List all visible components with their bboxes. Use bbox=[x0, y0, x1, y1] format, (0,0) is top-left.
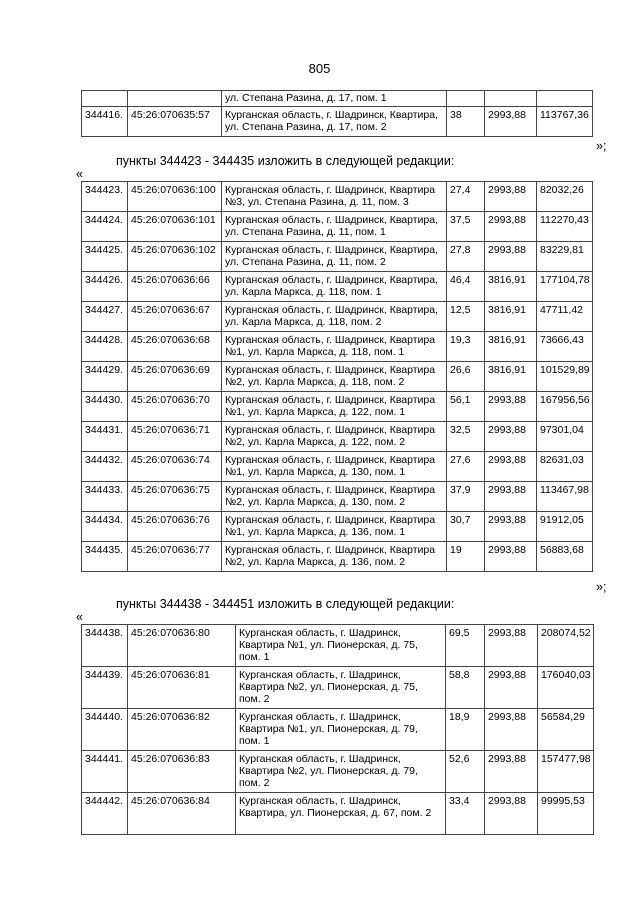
cell-cadastral: 45:26:070636:101 bbox=[128, 212, 222, 242]
cell-price: 2993,88 bbox=[485, 482, 537, 512]
cell-address: Курганская область, г. Шадринск, Квартира №1, ул. Карла Маркса, д. 118, пом. 1 bbox=[222, 332, 447, 362]
cell-cadastral: 45:26:070636:70 bbox=[128, 392, 222, 422]
table-row bbox=[82, 625, 594, 667]
cell-price: 3816,91 bbox=[485, 362, 537, 392]
cell-address: Курганская область, г. Шадринск, Квартира №2, ул. Карла Маркса, д. 136, пом. 2 bbox=[222, 542, 447, 572]
cell-total: 73666,43 bbox=[537, 332, 593, 362]
cell-cadastral: 45:26:070635:57 bbox=[128, 107, 222, 137]
cell-cadastral: 45:26:070636:76 bbox=[128, 512, 222, 542]
cell-cadastral: 45:26:070636:71 bbox=[128, 422, 222, 452]
cell-area: 37,9 bbox=[447, 482, 485, 512]
table-row bbox=[82, 362, 593, 392]
table-row bbox=[82, 302, 593, 332]
cell-num: 344433. bbox=[82, 482, 128, 512]
cell-area: 58,8 bbox=[446, 667, 485, 709]
cell-area: 27,8 bbox=[447, 242, 485, 272]
table-row bbox=[82, 212, 593, 242]
cell-address: Курганская область, г. Шадринск, Квартира №2, ул. Карла Маркса, д. 118, пом. 2 bbox=[222, 362, 447, 392]
cell-price: 2993,88 bbox=[485, 512, 537, 542]
table-row bbox=[82, 452, 593, 482]
table-row bbox=[82, 542, 593, 572]
cell-total: 157477,98 bbox=[538, 751, 594, 793]
cell-price: 2993,88 bbox=[485, 212, 537, 242]
amendment-paragraph: пункты 344423 - 344435 изложить в следующей редакции: bbox=[116, 154, 455, 168]
cell-price: 2993,88 bbox=[485, 542, 537, 572]
cell-total: 177104,78 bbox=[537, 272, 593, 302]
closing-quote: »; bbox=[596, 139, 607, 153]
cell-total: 83229,81 bbox=[537, 242, 593, 272]
cell-total: 91912,05 bbox=[537, 512, 593, 542]
cell-address: Курганская область, г. Шадринск, Квартира №2, ул. Пионерская, д. 79, пом. 2 bbox=[236, 751, 446, 793]
cell-cadastral: 45:26:070636:84 bbox=[128, 793, 236, 835]
cell-num: 344434. bbox=[82, 512, 128, 542]
cell-total: 113767,36 bbox=[537, 107, 593, 137]
cell-cadastral: 45:26:070636:68 bbox=[128, 332, 222, 362]
cell-num: 344424. bbox=[82, 212, 128, 242]
cell-address: Курганская область, г. Шадринск, Квартира №1, ул. Карла Маркса, д. 122, пом. 1 bbox=[222, 392, 447, 422]
table-top bbox=[81, 90, 593, 137]
cell-cadastral: 45:26:070636:77 bbox=[128, 542, 222, 572]
cell-num: 344426. bbox=[82, 272, 128, 302]
cell-num: 344440. bbox=[82, 709, 128, 751]
cell-num: 344432. bbox=[82, 452, 128, 482]
cell-price: 2993,88 bbox=[485, 392, 537, 422]
table-row bbox=[82, 182, 593, 212]
table-row bbox=[82, 482, 593, 512]
table-row bbox=[82, 272, 593, 302]
cell-area: 27,4 bbox=[447, 182, 485, 212]
table-row bbox=[82, 242, 593, 272]
cell-num: 344431. bbox=[82, 422, 128, 452]
cell-price: 2993,88 bbox=[485, 625, 538, 667]
cell-price: 3816,91 bbox=[485, 272, 537, 302]
table-row bbox=[82, 667, 594, 709]
cell-address: Курганская область, г. Шадринск, Квартира, ул. Пионерская, д. 67, пом. 2 bbox=[236, 793, 446, 835]
cell-cadastral: 45:26:070636:67 bbox=[128, 302, 222, 332]
cell-price: 2993,88 bbox=[485, 452, 537, 482]
cell-cadastral bbox=[128, 91, 222, 107]
cell-price bbox=[485, 91, 537, 107]
table-middle bbox=[81, 181, 593, 572]
cell-cadastral: 45:26:070636:69 bbox=[128, 362, 222, 392]
table-row bbox=[82, 422, 593, 452]
cell-num: 344428. bbox=[82, 332, 128, 362]
cell-price: 3816,91 bbox=[485, 332, 537, 362]
cell-num: 344425. bbox=[82, 242, 128, 272]
cell-total: 47711,42 bbox=[537, 302, 593, 332]
cell-area: 18,9 bbox=[446, 709, 485, 751]
cell-area bbox=[447, 91, 485, 107]
cell-address: Курганская область, г. Шадринск, Квартира, ул. Степана Разина, д. 11, пом. 2 bbox=[222, 242, 447, 272]
cell-area: 27,6 bbox=[447, 452, 485, 482]
cell-price: 2993,88 bbox=[485, 793, 538, 835]
cell-cadastral: 45:26:070636:81 bbox=[128, 667, 236, 709]
cell-address: ул. Степана Разина, д. 17, пом. 1 bbox=[222, 91, 447, 107]
cell-total: 208074,52 bbox=[538, 625, 594, 667]
cell-price: 2993,88 bbox=[485, 709, 538, 751]
cell-cadastral: 45:26:070636:83 bbox=[128, 751, 236, 793]
cell-total: 82032,26 bbox=[537, 182, 593, 212]
cell-price: 2993,88 bbox=[485, 422, 537, 452]
cell-address: Курганская область, г. Шадринск, Квартира, ул. Карла Маркса, д. 118, пом. 1 bbox=[222, 272, 447, 302]
cell-price: 2993,88 bbox=[485, 182, 537, 212]
cell-total bbox=[537, 91, 593, 107]
cell-num: 344427. bbox=[82, 302, 128, 332]
cell-cadastral: 45:26:070636:80 bbox=[128, 625, 236, 667]
cell-price: 3816,91 bbox=[485, 302, 537, 332]
cell-address: Курганская область, г. Шадринск, Квартира №1, ул. Карла Маркса, д. 130, пом. 1 bbox=[222, 452, 447, 482]
cell-num bbox=[82, 91, 128, 107]
table-row bbox=[82, 392, 593, 422]
table-row bbox=[82, 512, 593, 542]
cell-address: Курганская область, г. Шадринск, Квартира №1, ул. Карла Маркса, д. 136, пом. 1 bbox=[222, 512, 447, 542]
cell-area: 38 bbox=[447, 107, 485, 137]
cell-num: 344430. bbox=[82, 392, 128, 422]
table-row bbox=[82, 107, 593, 137]
cell-area: 69,5 bbox=[446, 625, 485, 667]
cell-cadastral: 45:26:070636:100 bbox=[128, 182, 222, 212]
cell-num: 344429. bbox=[82, 362, 128, 392]
table-row bbox=[82, 751, 594, 793]
page-number: 805 bbox=[308, 61, 331, 76]
cell-total: 167956,56 bbox=[537, 392, 593, 422]
cell-address: Курганская область, г. Шадринск, Квартира №1, ул. Пионерская, д. 79, пом. 1 bbox=[236, 709, 446, 751]
cell-area: 33,4 bbox=[446, 793, 485, 835]
table-row bbox=[82, 332, 593, 362]
cell-area: 52,6 bbox=[446, 751, 485, 793]
cell-num: 344441. bbox=[82, 751, 128, 793]
cell-area: 26,6 bbox=[447, 362, 485, 392]
cell-total: 97301,04 bbox=[537, 422, 593, 452]
cell-area: 32,5 bbox=[447, 422, 485, 452]
cell-total: 176040,03 bbox=[538, 667, 594, 709]
cell-area: 30,7 bbox=[447, 512, 485, 542]
cell-cadastral: 45:26:070636:74 bbox=[128, 452, 222, 482]
cell-num: 344442. bbox=[82, 793, 128, 835]
cell-area: 46,4 bbox=[447, 272, 485, 302]
opening-quote: « bbox=[76, 167, 83, 181]
amendment-paragraph: пункты 344438 - 344451 изложить в следующей редакции: bbox=[116, 597, 455, 611]
cell-cadastral: 45:26:070636:82 bbox=[128, 709, 236, 751]
cell-cadastral: 45:26:070636:102 bbox=[128, 242, 222, 272]
cell-price: 2993,88 bbox=[485, 667, 538, 709]
cell-area: 19,3 bbox=[447, 332, 485, 362]
cell-total: 99995,53 bbox=[538, 793, 594, 835]
cell-num: 344435. bbox=[82, 542, 128, 572]
cell-num: 344416. bbox=[82, 107, 128, 137]
cell-num: 344439. bbox=[82, 667, 128, 709]
cell-num: 344438. bbox=[82, 625, 128, 667]
cell-total: 101529,89 bbox=[537, 362, 593, 392]
cell-address: Курганская область, г. Шадринск, Квартира №2, ул. Пионерская, д. 75, пом. 2 bbox=[236, 667, 446, 709]
table-row-partial bbox=[82, 91, 593, 107]
cell-total: 56883,68 bbox=[537, 542, 593, 572]
cell-area: 12,5 bbox=[447, 302, 485, 332]
cell-address: Курганская область, г. Шадринск, Квартира №3, ул. Степана Разина, д. 11, пом. 3 bbox=[222, 182, 447, 212]
cell-address: Курганская область, г. Шадринск, Квартира №1, ул. Пионерская, д. 75, пом. 1 bbox=[236, 625, 446, 667]
cell-total: 112270,43 bbox=[537, 212, 593, 242]
cell-total: 82631,03 bbox=[537, 452, 593, 482]
cell-address: Курганская область, г. Шадринск, Квартира №2, ул. Карла Маркса, д. 122, пом. 2 bbox=[222, 422, 447, 452]
cell-address: Курганская область, г. Шадринск, Квартира №2, ул. Карла Маркса, д. 130, пом. 2 bbox=[222, 482, 447, 512]
cell-address: Курганская область, г. Шадринск, Квартира, ул. Карла Маркса, д. 118, пом. 2 bbox=[222, 302, 447, 332]
opening-quote: « bbox=[76, 610, 83, 624]
cell-price: 2993,88 bbox=[485, 107, 537, 137]
table-row bbox=[82, 793, 594, 835]
cell-total: 113467,98 bbox=[537, 482, 593, 512]
cell-price: 2993,88 bbox=[485, 242, 537, 272]
cell-address: Курганская область, г. Шадринск, Квартира, ул. Степана Разина, д. 11, пом. 1 bbox=[222, 212, 447, 242]
cell-cadastral: 45:26:070636:66 bbox=[128, 272, 222, 302]
table-bottom bbox=[81, 624, 594, 835]
cell-price: 2993,88 bbox=[485, 751, 538, 793]
cell-area: 19 bbox=[447, 542, 485, 572]
closing-quote: »; bbox=[596, 580, 607, 594]
cell-num: 344423. bbox=[82, 182, 128, 212]
table-row bbox=[82, 709, 594, 751]
cell-area: 37,5 bbox=[447, 212, 485, 242]
cell-total: 56584,29 bbox=[538, 709, 594, 751]
cell-address: Курганская область, г. Шадринск, Квартира, ул. Степана Разина, д. 17, пом. 2 bbox=[222, 107, 447, 137]
cell-area: 56,1 bbox=[447, 392, 485, 422]
cell-cadastral: 45:26:070636:75 bbox=[128, 482, 222, 512]
